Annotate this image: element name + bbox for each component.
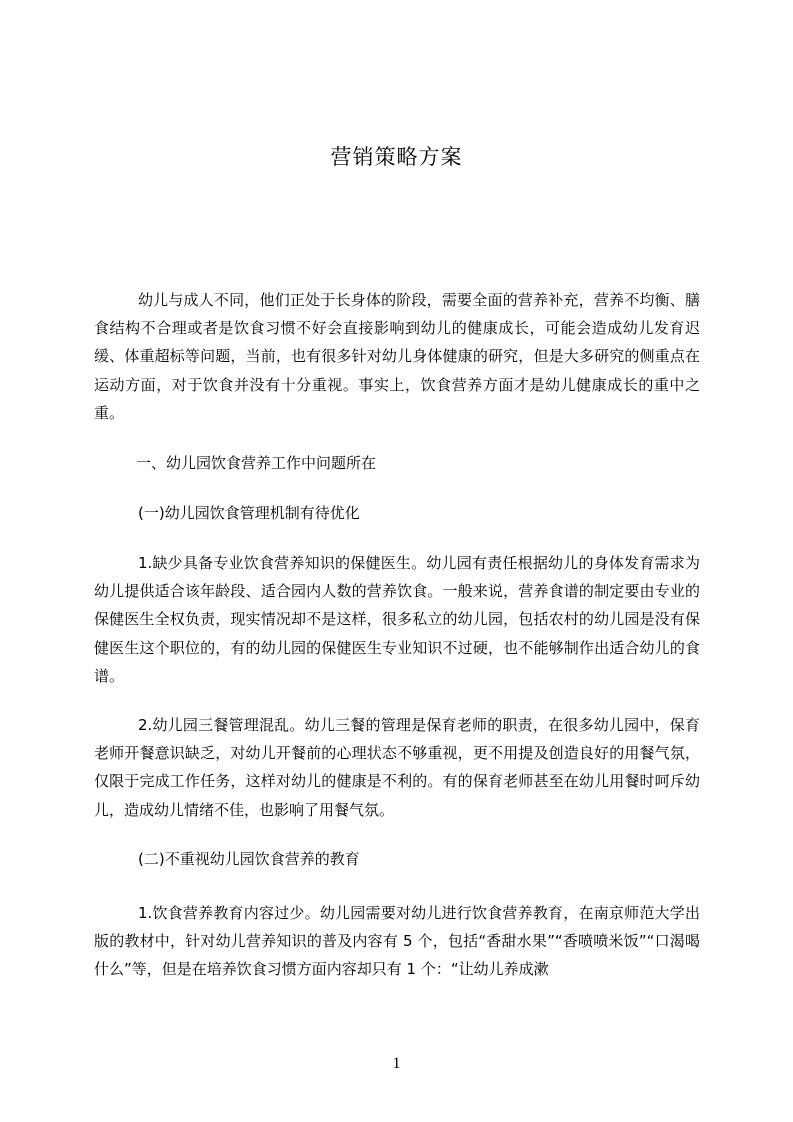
paragraph-item-1-1: 1.缺少具备专业饮食营养知识的保健医生。幼儿园有责任根据幼儿的身体发育需求为幼儿提供适合该年龄段、适合园内人数的营养饮食。一般来说，营养食谱的制定要由专业的保健医生全权负责，现实情况却不是这样，很多私立的幼儿园，包括农村的幼儿园是没有保健医生这个职位的，有的幼儿园的保健医生专业知识不过硬，也不能够制作出适合幼儿的食谱。	[94, 554, 700, 685]
paragraph-item-1-2: 2.幼儿园三餐管理混乱。幼儿三餐的管理是保育老师的职责，在很多幼儿园中，保育老师开餐意识缺乏，对幼儿开餐前的心理状态不够重视，更不用提及创造良好的用餐气氛，仅限于完成工作任务，这样对幼儿的健康是不利的。有的保育老师甚至在幼儿用餐时呵斥幼儿，造成幼儿情绪不佳，也影响了用餐气氛。	[94, 716, 700, 819]
paragraph-item-2-1: 1.饮食营养教育内容过少。幼儿园需要对幼儿进行饮食营养教育，在南京师范大学出版的教材中，针对幼儿营养知识的普及内容有 5 个，包括“香甜水果”“香喷喷米饭”“口渴喝什么”等，但是在培养饮食习惯方面内容却只有 1 个：“让幼儿养成漱	[94, 904, 700, 979]
intro-paragraph: 幼儿与成人不同，他们正处于长身体的阶段，需要全面的营养补充，营养不均衡、膳食结构不合理或者是饮食习惯不好会直接影响到幼儿的健康成长，可能会造成幼儿发育迟缓、体重超标等问题，当前，也有很多针对幼儿身体健康的研究，但是大多研究的侧重点在运动方面，对于饮食并没有十分重视。事实上，饮食营养方面才是幼儿健康成长的重中之重。	[94, 291, 700, 422]
subsection-heading-2: (二)不重视幼儿园饮食营养的教育	[138, 850, 360, 868]
document-title: 营销策略方案	[330, 145, 463, 169]
subsection-heading-1: (一)幼儿园饮食管理机制有待优化	[138, 504, 360, 522]
page-number: 1	[392, 1055, 401, 1072]
section-heading-1: 一、幼儿园饮食营养工作中问题所在	[136, 454, 377, 472]
